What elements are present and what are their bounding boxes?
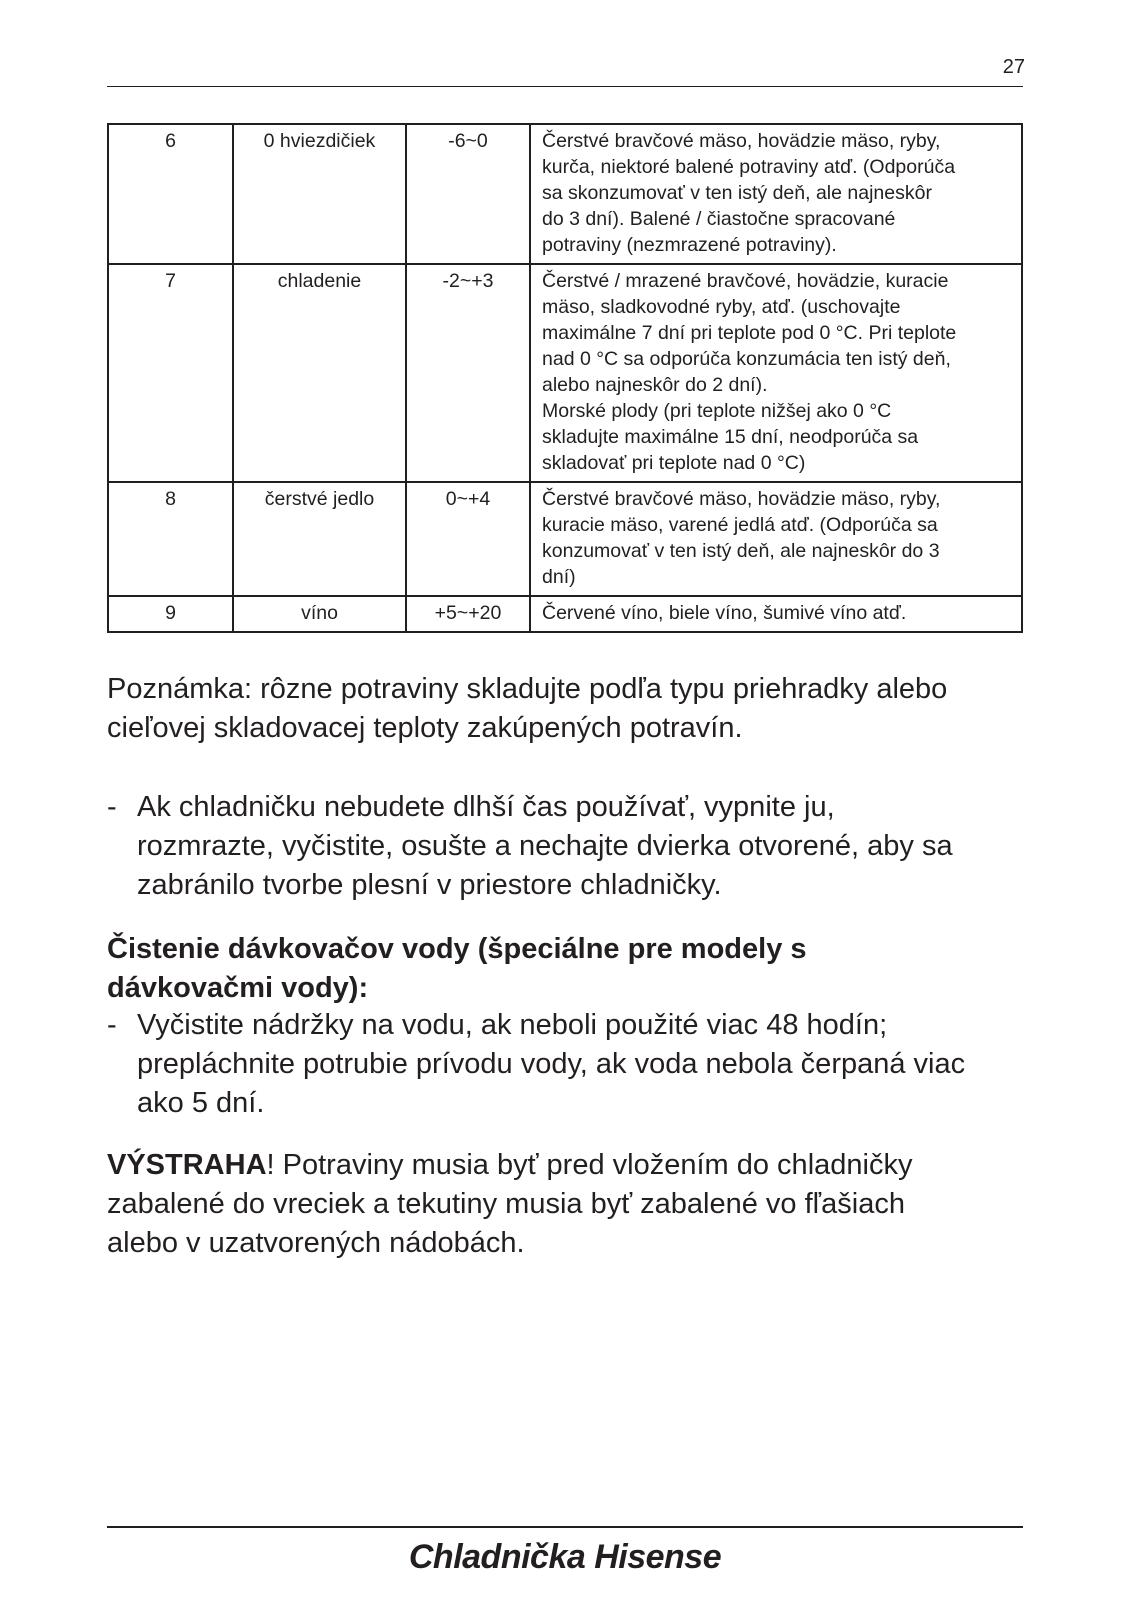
description-line: Čerstvé bravčové mäso, hovädzie mäso, ryby, — [542, 488, 941, 510]
food-description-cell — [530, 596, 1022, 632]
description-line: Morské plody (pri teplote nižšej ako 0 °C — [542, 400, 892, 422]
warning-first-line — [107, 1146, 1037, 1185]
zone-number-cell: 6 — [108, 124, 233, 264]
description-line: skladujte maximálne 15 dní, neodporúča sa — [542, 426, 919, 448]
section-heading — [107, 930, 1037, 1008]
description-line: mäso, sladkovodné ryby, atď. (uschovajte — [542, 296, 901, 318]
bullet-dash: - — [107, 791, 117, 823]
description-line: sa skonzumovať v ten istý deň, ale najneskôr — [542, 182, 932, 204]
zone-number-cell: 7 — [108, 264, 233, 482]
temperature-cell: -6~0 — [406, 124, 530, 264]
description-line: Čerstvé bravčové mäso, hovädzie mäso, ryby, — [542, 130, 941, 152]
storage-table — [107, 123, 1023, 633]
zone-mode-cell: víno — [233, 596, 406, 632]
description-line: do 3 dní). Balené / čiastočne spracované — [542, 208, 896, 230]
bullet-text — [137, 1006, 1037, 1123]
description-line: maximálne 7 dní pri teplote pod 0 °C. Pri teplote — [542, 322, 957, 344]
warning-line: alebo v uzatvorených nádobách. — [107, 1227, 525, 1259]
footer-divider — [107, 1526, 1023, 1528]
zone-mode-cell: 0 hviezdičiek — [233, 124, 406, 264]
table-row — [108, 264, 1022, 482]
bullet-text — [137, 788, 1037, 905]
table-row — [108, 482, 1022, 596]
temperature-cell: +5~+20 — [406, 596, 530, 632]
warning-line: zabalené do vreciek a tekutiny musia byť zabalené vo fľašiach — [107, 1188, 905, 1220]
food-description-cell — [530, 482, 1022, 596]
description-line: dní) — [542, 566, 576, 588]
note-line: cieľovej skladovacej teploty zakúpených potravín. — [107, 712, 743, 744]
food-description-cell — [530, 264, 1022, 482]
bullet-dash: - — [107, 1009, 117, 1041]
zone-number-cell: 9 — [108, 596, 233, 632]
description-line: potraviny (nezmrazené potraviny). — [542, 234, 837, 256]
bullet-line: zabránilo tvorbe plesní v priestore chladničky. — [137, 869, 722, 901]
food-description-cell — [530, 124, 1022, 264]
note-line: Poznámka: rôzne potraviny skladujte podľa typu priehradky alebo — [107, 673, 948, 705]
description-line: kuracie mäso, varené jedlá atď. (Odporúča sa — [542, 514, 938, 536]
bullet-line: rozmrazte, vyčistite, osušte a nechajte dvierka otvorené, aby sa — [137, 830, 953, 862]
description-line: konzumovať v ten istý deň, ale najneskôr do 3 — [542, 540, 940, 562]
note-paragraph — [107, 670, 1037, 748]
storage-table-body — [108, 124, 1022, 632]
description-line: nad 0 °C sa odporúča konzumácia ten istý deň, — [542, 348, 951, 370]
unused-fridge-bullet — [107, 788, 1037, 905]
heading-line: dávkovačmi vody): — [107, 972, 369, 1004]
description-line: skladovať pri teplote nad 0 °C) — [542, 452, 806, 474]
zone-number-cell: 8 — [108, 482, 233, 596]
temperature-cell: 0~+4 — [406, 482, 530, 596]
zone-mode-cell: chladenie — [233, 264, 406, 482]
table-row — [108, 596, 1022, 632]
water-dispenser-bullet — [107, 1006, 1037, 1123]
description-line: Červené víno, biele víno, šumivé víno atď. — [542, 602, 907, 624]
warning-label: VÝSTRAHA — [107, 1149, 267, 1181]
bullet-line: prepláchnite potrubie prívodu vody, ak voda nebola čerpaná viac — [137, 1048, 966, 1080]
table-row — [108, 124, 1022, 264]
description-line: kurča, niektoré balené potraviny atď. (Odporúča — [542, 156, 956, 178]
footer-brand: Chladnička Hisense — [408, 1538, 722, 1576]
bullet-line: Ak chladničku nebudete dlhší čas používať, vypnite ju, — [137, 791, 835, 823]
warning-paragraph — [107, 1146, 1037, 1263]
zone-mode-cell: čerstvé jedlo — [233, 482, 406, 596]
description-line: Čerstvé / mrazené bravčové, hovädzie, kuracie — [542, 270, 949, 292]
warning-text: ! Potraviny musia byť pred vložením do chladničky — [266, 1149, 913, 1181]
heading-line: Čistenie dávkovačov vody (špeciálne pre modely s — [107, 933, 807, 965]
bullet-line: ako 5 dní. — [137, 1087, 265, 1119]
temperature-cell: -2~+3 — [406, 264, 530, 482]
page-number: 27 — [1002, 56, 1025, 78]
description-line: alebo najneskôr do 2 dní). — [542, 374, 768, 396]
header-divider — [107, 86, 1023, 87]
bullet-line: Vyčistite nádržky na vodu, ak neboli použité viac 48 hodín; — [137, 1009, 888, 1041]
